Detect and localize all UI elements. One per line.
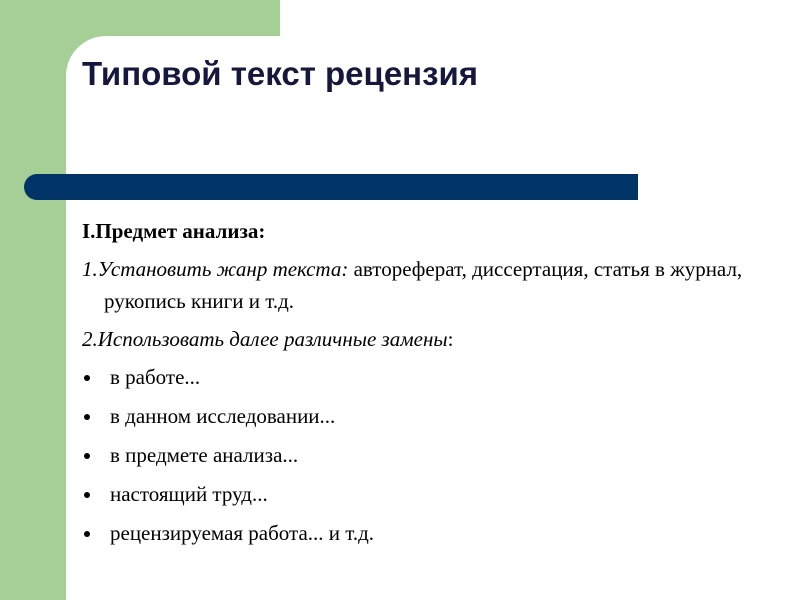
list-item-text: в данном исследовании...	[110, 404, 336, 428]
bullet-dot-icon	[84, 531, 90, 537]
list-item-text: рецензируемая работа... и т.д.	[110, 521, 375, 545]
point-1-text: автореферат, диссертация, статья в журнал, рукопись книги и т.д.	[104, 257, 743, 313]
point-2-number: 2.	[82, 327, 98, 351]
list-item	[82, 478, 782, 510]
bullet-dot-icon	[84, 414, 90, 420]
list-item	[82, 361, 782, 393]
point-2	[82, 323, 782, 355]
bullet-dot-icon	[84, 375, 90, 381]
slide-title: Типовой текст рецензия	[82, 55, 479, 92]
list-item-text: настоящий труд...	[110, 482, 268, 506]
section-heading: I.Предмет анализа:	[82, 219, 266, 243]
title-divider-bar	[24, 174, 638, 200]
bullet-dot-icon	[84, 492, 90, 498]
bullet-dot-icon	[84, 453, 90, 459]
green-band-left	[0, 0, 66, 600]
list-item	[82, 517, 782, 549]
list-item	[82, 439, 782, 471]
point-1	[82, 253, 782, 317]
point-2-text: :	[447, 327, 454, 351]
point-1-number: 1.	[82, 257, 98, 281]
point-1-emphasis: Установить жанр текста:	[97, 257, 349, 281]
slide-body	[82, 215, 782, 556]
replacement-list	[82, 361, 782, 549]
point-2-emphasis: Использовать далее различные замены	[97, 327, 448, 351]
list-item	[82, 400, 782, 432]
list-item-text: в предмете анализа...	[110, 443, 299, 467]
list-item-text: в работе...	[110, 365, 201, 389]
